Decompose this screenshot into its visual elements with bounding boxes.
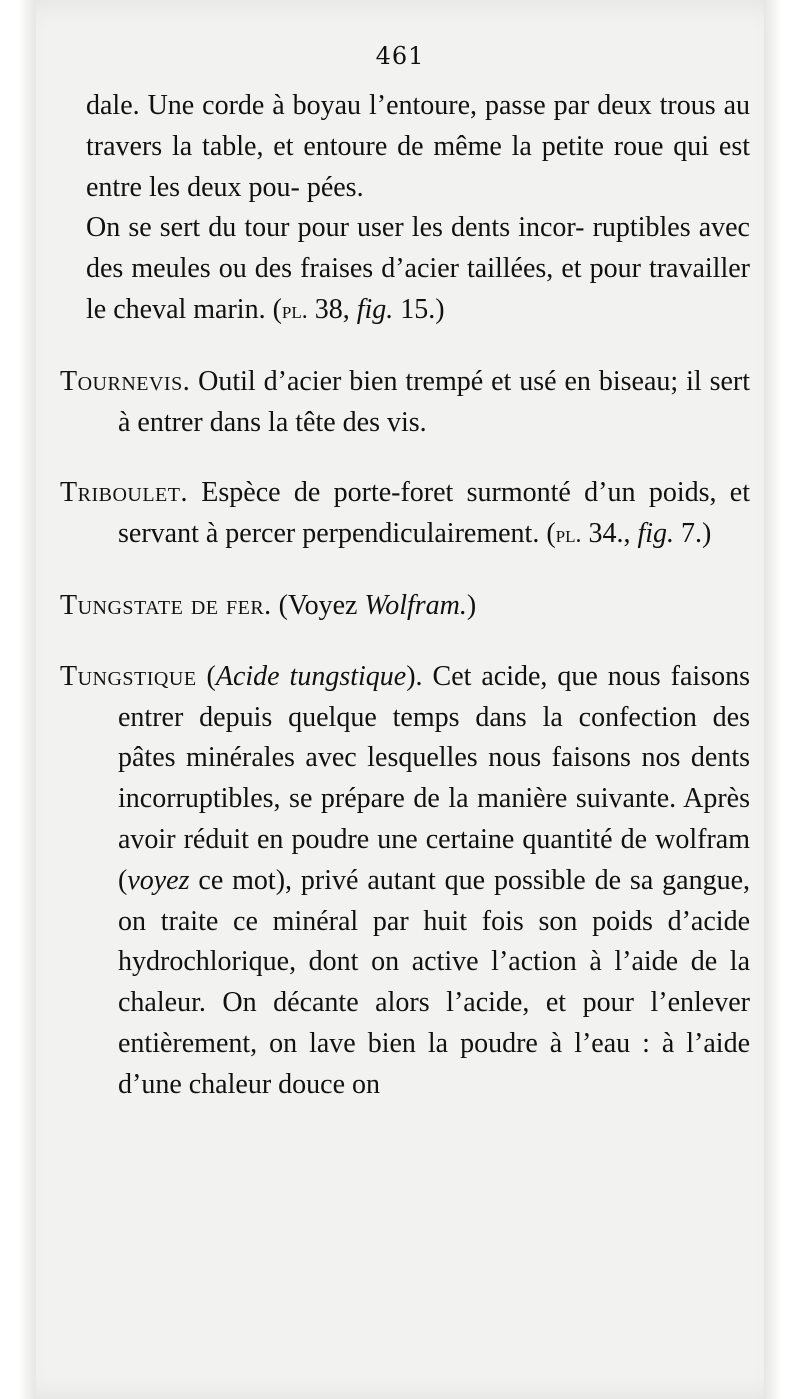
text-line: et pour l’enlever entièrement, on lave bien la xyxy=(118,987,750,1059)
text-line: poids, et servant à percer perpendiculairement. xyxy=(118,477,751,550)
text-line: On se sert du tour pour user les dents incor- xyxy=(86,212,585,244)
page-body xyxy=(60,86,750,1106)
headword: Tungstique xyxy=(60,660,197,692)
text-line: d’acide hydrochlorique, dont on active l’action à xyxy=(118,905,750,978)
figure-number: 15.) xyxy=(400,293,445,325)
text-line: la confection des pâtes minérales avec lesquelles xyxy=(118,701,751,774)
headword: Tungstate de fer. xyxy=(60,589,272,621)
figure-ref: fig. xyxy=(356,293,394,325)
entry-tungstique: Tungstique (Acide tungstique). Cet acide, que nous faisons entrer depuis quelque temps dans la confection des pâtes minérales avec lesquelles nous faisons nos dents incorruptibles, se prépare de la manière suivante. Après avoir réduit en poudre une certaine quantité de wolfram (voyez ce mot), privé autant que possible de sa gangue, on traite ce minéral par huit fois son poids d’acide hydrochlorique, dont on active l’action à l’aide de la chaleur. On décante alors l’acide, et pour l’enlever entièrement, on lave bien la poudre à l’eau : à l’aide d’une chaleur douce on xyxy=(60,660,751,1100)
page-edge-left xyxy=(18,0,36,1399)
text-line: dale. Une corde à boyau l’entoure, passe par xyxy=(86,90,590,121)
text-line: pées. xyxy=(306,171,364,203)
entry-tungstate xyxy=(60,586,750,627)
figure-ref: fig. xyxy=(637,518,675,550)
text-fragment: ). Cet acide, que xyxy=(406,660,598,692)
italic-term: Acide tungstique xyxy=(215,660,407,692)
text-line: deux trous au travers la table, et entoure de xyxy=(86,90,751,162)
entry-triboulet xyxy=(60,473,750,556)
text-line: nous faisons nos dents incorruptibles, se prépare xyxy=(118,742,750,815)
entry-tournevis xyxy=(60,362,750,444)
text-fragment: ( xyxy=(196,660,216,692)
plate-number: 34., xyxy=(581,518,631,550)
page-number: 461 xyxy=(375,42,425,70)
ref-open: ( xyxy=(546,518,556,550)
entry-tour-continuation: dale. Une corde à boyau l’entoure, passe par deux trous au travers la table, et entoure de même la petite roue qui est entre les deux pou- pées. On se sert du tour pour user les dents incor- ruptibles avec des meules ou des fraises d’acier taillées, et pour travailler le cheval marin. (pl. 38, fig. 15.) xyxy=(86,90,751,325)
plate-number: 38, xyxy=(314,293,350,325)
plate-ref: pl. xyxy=(555,522,582,549)
cross-reference: voyez xyxy=(127,864,190,896)
text-line: on traite ce minéral par huit fois son poids xyxy=(118,905,653,937)
text-line: poudre une certaine quantité de wolfram xyxy=(291,823,750,855)
text-fragment: (Voyez xyxy=(271,589,365,621)
text-line: l’aide de la chaleur. On décante alors l’acide, xyxy=(118,946,750,1019)
page-edge-right xyxy=(764,0,782,1399)
text-line: de la manière suivante. Après avoir réduit en xyxy=(118,783,751,855)
text-line: Outil d’acier bien trempé et usé en xyxy=(190,365,591,397)
headword: Tournevis. xyxy=(60,365,191,397)
text-fragment: ) xyxy=(466,589,477,621)
text-line: taillées, et pour travailler le cheval marin. xyxy=(86,253,750,325)
text-line: poudre à l’eau : à l’aide d’une chaleur douce on xyxy=(118,1027,751,1100)
text-line: biseau; il sert à entrer dans la tête des vis. xyxy=(118,365,750,438)
text-line: Espèce de porte-foret surmonté d’un xyxy=(187,477,636,509)
text-line: nous faisons entrer depuis quelque temps dans xyxy=(118,660,750,733)
text-line: ruptibles avec des meules ou des fraises d’acier xyxy=(86,212,750,285)
figure-number: 7.) xyxy=(674,518,712,550)
text-line: ce mot), privé autant que possible de sa gangue, xyxy=(198,864,751,896)
cross-reference: Wolfram. xyxy=(364,589,467,621)
text-line: même la petite roue qui est entre les deux pou- xyxy=(86,130,751,203)
headword: Triboulet. xyxy=(60,477,188,509)
plate-ref: pl. xyxy=(281,297,308,324)
